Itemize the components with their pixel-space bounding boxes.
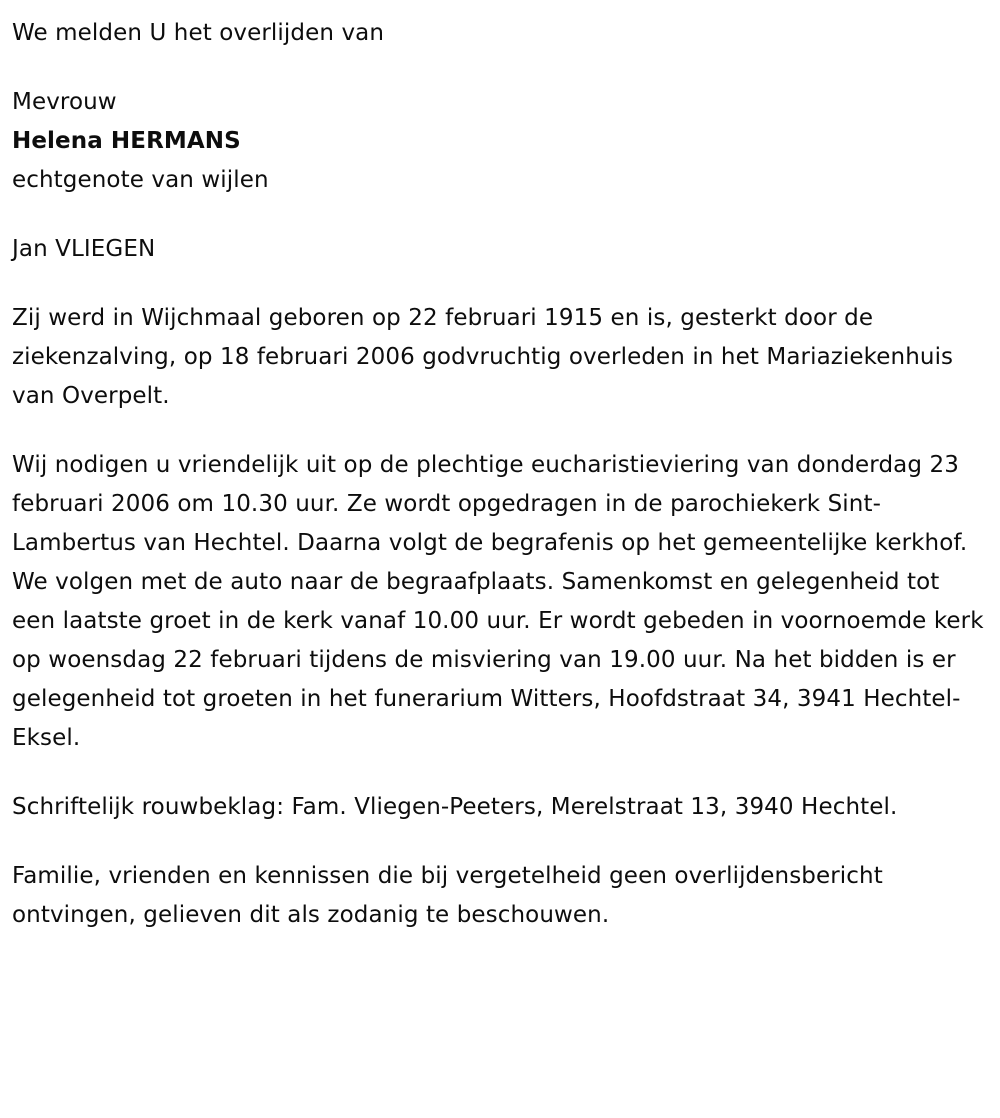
spacer xyxy=(12,269,984,299)
spacer xyxy=(12,416,984,446)
spacer xyxy=(12,827,984,857)
spacer xyxy=(12,53,984,83)
deceased-name: Helena HERMANS xyxy=(12,128,241,154)
spouse-name: Jan VLIEGEN xyxy=(12,236,156,262)
intro-line: We melden U het overlijden van xyxy=(12,20,385,46)
salutation-line: Mevrouw xyxy=(12,89,117,115)
relation-line: echtgenote van wijlen xyxy=(12,167,269,193)
service-paragraph: Wij nodigen u vriendelijk uit op de plechtige eucharistieviering van donderdag 23 februari 2006 om 10.30 uur. Ze wordt opgedragen in de parochiekerk Sint-Lambertus van Hechtel. Daarna volgt de begrafenis op het gemeentelijke kerkhof. We volgen met de auto naar de begraafplaats. Samenkomst en gelegenheid tot een laatste groet in de kerk vanaf 10.00 uur. Er wordt gebeden in voornoemde kerk op woensdag 22 februari tijdens de misviering van 19.00 uur. Na het bidden is er gelegenheid tot groeten in het funerarium Witters, Hoofdstraat 34, 3941 Hechtel-Eksel. xyxy=(12,452,984,751)
spacer xyxy=(12,758,984,788)
birth-death-paragraph: Zij werd in Wijchmaal geboren op 22 februari 1915 en is, gesterkt door de ziekenzalving, op 18 februari 2006 godvruchtig overleden in het Mariaziekenhuis van Overpelt. xyxy=(12,305,954,409)
spacer xyxy=(12,200,984,230)
condolences-paragraph: Schriftelijk rouwbeklag: Fam. Vliegen-Peeters, Merelstraat 13, 3940 Hechtel. xyxy=(12,794,898,820)
notice-paragraph: Familie, vrienden en kennissen die bij vergetelheid geen overlijdensbericht ontvingen, gelieven dit als zodanig te beschouwen. xyxy=(12,863,883,928)
